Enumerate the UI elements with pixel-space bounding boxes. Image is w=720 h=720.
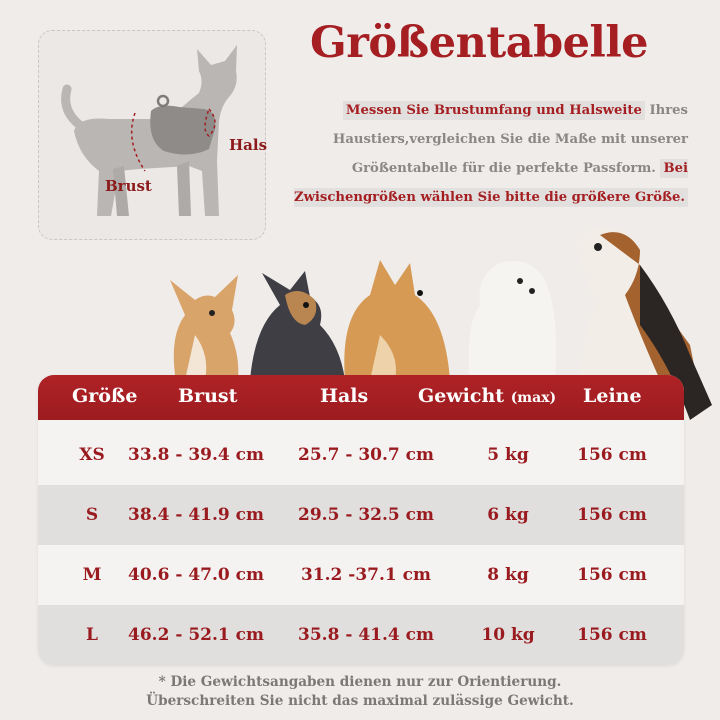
header-neck: Hals xyxy=(320,385,369,407)
footnote-line-1: * Die Gewichtsangaben dienen nur zur Orientierung. xyxy=(158,674,562,690)
intro-highlight-size: Bei Zwischengrößen wählen Sie bitte die größere Größe. xyxy=(293,161,688,205)
header-chest: Brust xyxy=(178,385,238,407)
header-leash: Leine xyxy=(583,385,642,407)
cell-size: L xyxy=(86,625,98,645)
cell-weight: 8 kg xyxy=(487,565,529,585)
footnote-line-2: Überschreiten Sie nicht das maximal zulässige Gewicht. xyxy=(146,693,574,709)
header-weight xyxy=(418,385,556,407)
page-title: Größentabelle xyxy=(310,18,649,68)
header-weight-suffix: (max) xyxy=(510,390,557,406)
table-row xyxy=(38,485,684,545)
header-weight-label: Gewicht xyxy=(418,385,505,407)
cell-leash: 156 cm xyxy=(577,625,647,645)
cell-size: S xyxy=(85,505,99,525)
intro-highlight-measure: Messen Sie Brustumfang und Halsweite xyxy=(343,101,645,120)
cell-neck: 31.2 -37.1 cm xyxy=(300,565,432,585)
cell-neck: 35.8 - 41.4 cm xyxy=(298,625,434,645)
intro-text xyxy=(288,96,688,212)
cell-neck: 29.5 - 32.5 cm xyxy=(298,505,434,525)
cell-neck: 25.7 - 30.7 cm xyxy=(298,445,434,465)
maltese-image xyxy=(469,261,557,380)
intro-body: Ihres Haustiers,vergleichen Sie die Maße mit unserer Größentabelle für die perfekte Passform. xyxy=(332,103,688,176)
cell-leash: 156 cm xyxy=(577,445,647,465)
table-header xyxy=(38,375,684,420)
cell-chest: 38.4 - 41.9 cm xyxy=(128,505,264,525)
cell-leash: 156 cm xyxy=(577,565,647,585)
cell-chest: 40.6 - 47.0 cm xyxy=(128,565,264,585)
size-table xyxy=(38,375,684,665)
cell-size: M xyxy=(82,565,102,585)
cell-weight: 10 kg xyxy=(481,625,535,645)
table-row xyxy=(38,425,684,485)
yorkie-image xyxy=(250,271,345,380)
cell-size: XS xyxy=(79,445,105,465)
weight-footnote xyxy=(0,673,720,711)
table-row xyxy=(38,545,684,605)
chihuahua-image xyxy=(170,275,238,380)
brust-label: Brust xyxy=(105,177,152,195)
cell-weight: 5 kg xyxy=(487,445,529,465)
pomeranian-image xyxy=(344,260,450,380)
cell-weight: 6 kg xyxy=(487,505,529,525)
table-row xyxy=(38,605,684,665)
cell-chest: 46.2 - 52.1 cm xyxy=(128,625,264,645)
hals-label: Hals xyxy=(229,136,268,154)
header-size: Größe xyxy=(72,385,138,407)
cell-leash: 156 cm xyxy=(577,505,647,525)
cell-chest: 33.8 - 39.4 cm xyxy=(128,445,264,465)
